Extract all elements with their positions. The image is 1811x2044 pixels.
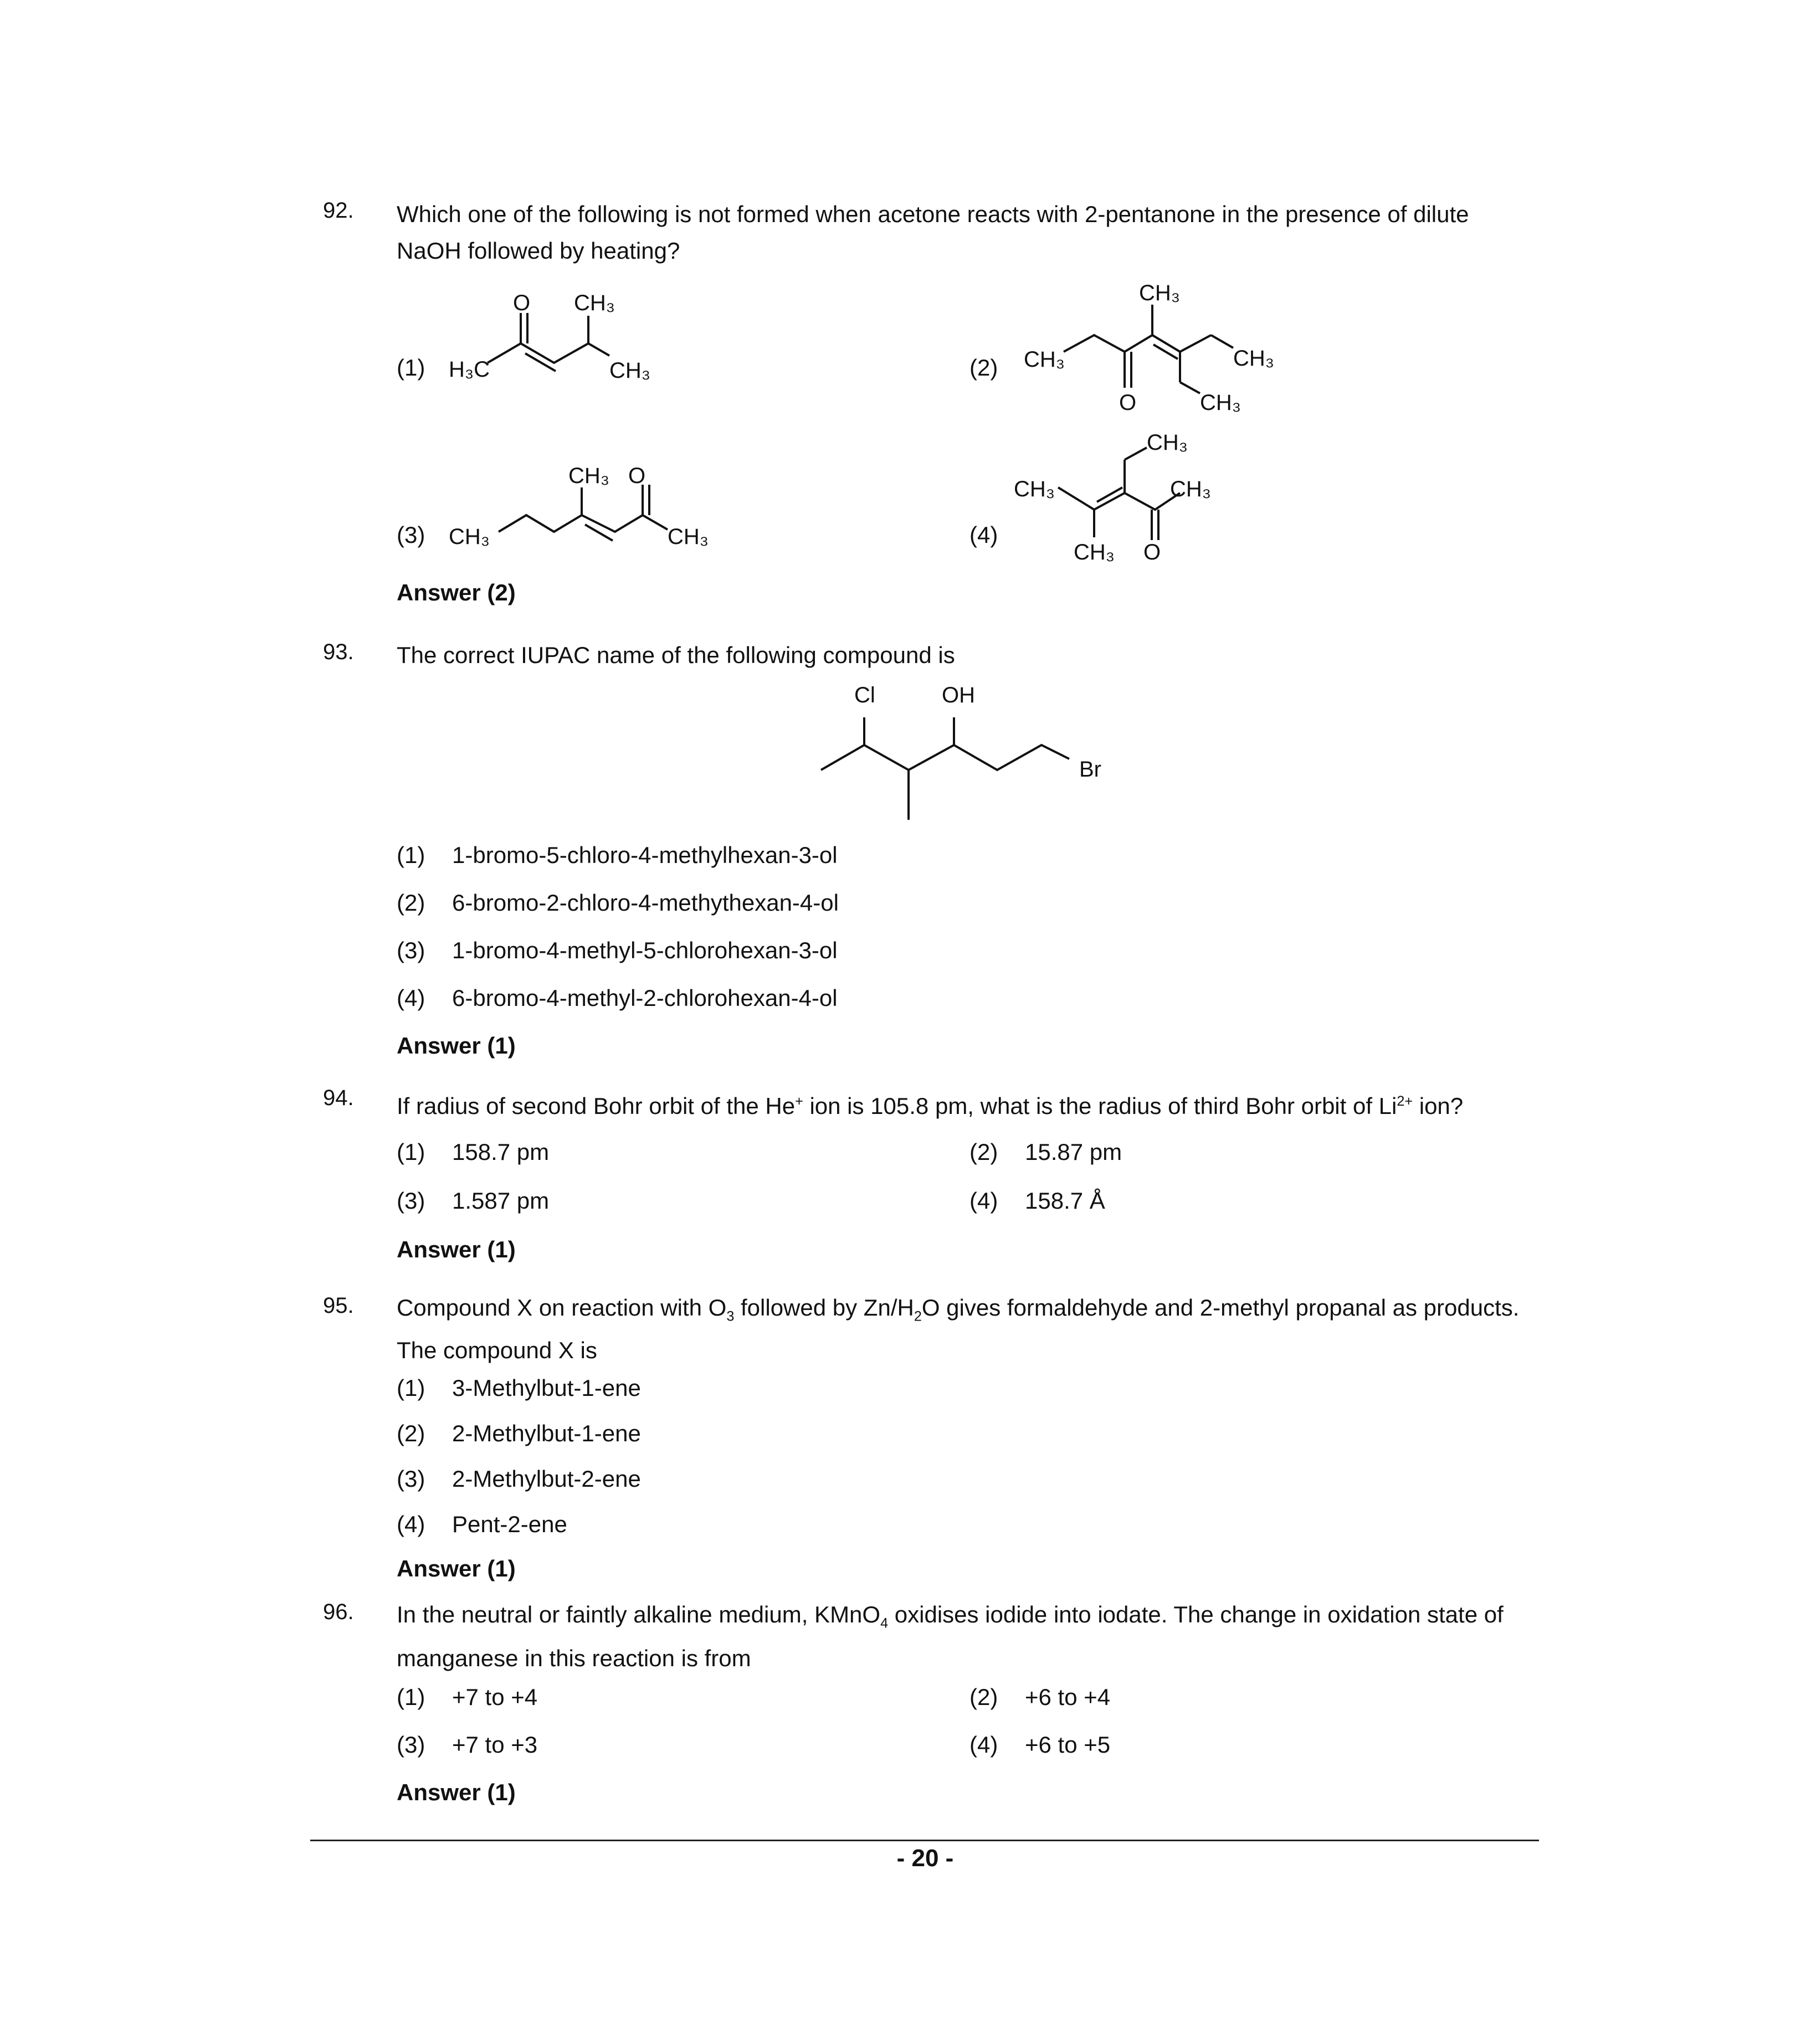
- q94-option-3-text: 1.587 pm: [452, 1188, 550, 1214]
- q93-option-3: [397, 937, 838, 964]
- question-94-answer: Answer (1): [397, 1236, 516, 1262]
- q92-option-4-number: (4): [969, 522, 998, 548]
- q95-option-2-text: 2-Methylbut-1-ene: [452, 1420, 641, 1446]
- question-92-number: 92.: [323, 198, 354, 223]
- q95-option-2-number: (2): [397, 1420, 425, 1446]
- q96-option-3: [397, 1732, 537, 1758]
- q95-option-3-number: (3): [397, 1466, 425, 1492]
- q92-o4-label-ch3-right: CH₃: [1170, 477, 1212, 501]
- q92-o2-label-o: O: [1119, 391, 1137, 415]
- q93-option-4-number: (4): [397, 985, 425, 1011]
- q96-option-3-text: +7 to +3: [452, 1732, 538, 1758]
- q92-o2-label-ch3-bottom: CH₃: [1200, 391, 1241, 415]
- q93-label-cl: Cl: [854, 683, 875, 707]
- q93-option-4: [397, 985, 838, 1011]
- q96-option-2-text: +6 to +4: [1025, 1684, 1111, 1710]
- q95-option-3-text: 2-Methylbut-2-ene: [452, 1466, 641, 1492]
- q96-option-1: [397, 1684, 537, 1711]
- q94-option-2: [969, 1139, 1122, 1165]
- q92-o3-label-ch3-top: CH₃: [568, 464, 610, 488]
- q93-option-2-number: (2): [397, 890, 425, 916]
- q92-o3-label-ch3-left: CH₃: [449, 525, 490, 549]
- question-93-answer: Answer (1): [397, 1033, 516, 1059]
- q93-label-oh: OH: [942, 683, 975, 707]
- q94-option-1-number: (1): [397, 1139, 425, 1165]
- q92-o1-label-h3c: H₃C: [449, 357, 490, 382]
- footer-divider: [310, 1840, 1539, 1841]
- q92-o3-label-ch3-right: CH₃: [668, 525, 709, 549]
- q92-o1-label-ch3-top: CH₃: [574, 291, 615, 315]
- q96-option-2-number: (2): [969, 1684, 998, 1710]
- q93-structure: [809, 670, 1130, 825]
- q92-o1-label-ch3-right: CH₃: [609, 358, 651, 383]
- question-93-text: The correct IUPAC name of the following compound is: [397, 642, 955, 668]
- question-96-text: In the neutral or faintly alkaline medium, KMnO$_4$ oxidises iodide into iodate. The change in oxidation state of manganese in this reaction is from: [397, 1601, 1504, 1672]
- q92-o2-label-ch3-top: CH₃: [1139, 281, 1181, 305]
- q92-option-2-structure: [1014, 277, 1302, 432]
- q93-label-br: Br: [1079, 757, 1101, 782]
- q96-option-3-number: (3): [397, 1732, 425, 1758]
- q92-o4-label-o: O: [1143, 540, 1161, 564]
- q94-option-1-text: 158.7 pm: [452, 1139, 550, 1165]
- q95-option-3: [397, 1466, 641, 1492]
- q94-option-2-text: 15.87 pm: [1025, 1139, 1122, 1165]
- q94-option-4: [969, 1188, 1105, 1214]
- q94-option-4-text: 158.7 Å: [1025, 1188, 1105, 1214]
- q96-option-4-text: +6 to +5: [1025, 1732, 1111, 1758]
- q96-option-4: [969, 1732, 1110, 1758]
- q96-option-2: [969, 1684, 1110, 1711]
- question-95-number: 95.: [323, 1293, 354, 1318]
- q92-option-2-number: (2): [969, 355, 998, 381]
- q93-option-2: [397, 890, 839, 916]
- q95-option-1-number: (1): [397, 1375, 425, 1401]
- q94-option-2-number: (2): [969, 1139, 998, 1165]
- question-95-answer: Answer (1): [397, 1555, 516, 1581]
- q94-option-4-number: (4): [969, 1188, 998, 1214]
- q93-option-2-text: 6-bromo-2-chloro-4-methythexan-4-ol: [452, 890, 839, 916]
- question-94-text: If radius of second Bohr orbit of the He+ ion is 105.8 pm, what is the radius of third Bohr orbit of $Li^{2+}$ ion?: [397, 1093, 1464, 1119]
- q92-o4-label-ch3-bottom: CH₃: [1074, 540, 1115, 564]
- q95-option-4-text: Pent-2-ene: [452, 1511, 567, 1537]
- q92-option-1-number: (1): [397, 355, 425, 381]
- q96-option-1-text: +7 to +4: [452, 1684, 538, 1710]
- q93-option-3-number: (3): [397, 937, 425, 963]
- q92-o1-label-o: O: [513, 291, 531, 315]
- q95-option-1: [397, 1375, 641, 1401]
- question-92-text: Which one of the following is not formed when acetone reacts with 2-pentanone in the presence of dilute NaOH followed by heating?: [397, 201, 1469, 264]
- q92-o2-label-ch3-left: CH₃: [1024, 347, 1065, 372]
- q92-o3-label-o: O: [628, 464, 646, 488]
- q92-option-4-structure: [1014, 427, 1280, 571]
- q92-o4-label-ch3-left: CH₃: [1014, 477, 1055, 501]
- q93-option-3-text: 1-bromo-4-methyl-5-chlorohexan-3-ol: [452, 937, 838, 963]
- page-number: - 20 -: [896, 1845, 954, 1872]
- q95-option-1-text: 3-Methylbut-1-ene: [452, 1375, 641, 1401]
- question-95-text: Compound X on reaction with $O_3$ followed by $Zn/H_2O$ gives formaldehyde and 2-methyl propanal as products. The compound X is: [397, 1295, 1520, 1364]
- question-96-answer: Answer (1): [397, 1779, 516, 1805]
- question-94-number: 94.: [323, 1086, 354, 1110]
- q96-option-4-number: (4): [969, 1732, 998, 1758]
- q94-option-3-number: (3): [397, 1188, 425, 1214]
- q93-option-1: [397, 842, 838, 869]
- q94-option-3: [397, 1188, 549, 1214]
- q93-option-1-text: 1-bromo-5-chloro-4-methylhexan-3-ol: [452, 842, 838, 868]
- question-93-number: 93.: [323, 640, 354, 664]
- question-92-answer: Answer (2): [397, 579, 516, 605]
- q95-option-4-number: (4): [397, 1511, 425, 1537]
- q92-option-3-structure: [443, 460, 731, 571]
- q92-option-1-structure: [443, 288, 676, 399]
- q93-option-1-number: (1): [397, 842, 425, 868]
- q93-option-4-text: 6-bromo-4-methyl-2-chlorohexan-4-ol: [452, 985, 838, 1011]
- q94-option-1: [397, 1139, 549, 1165]
- q92-option-3-number: (3): [397, 522, 425, 548]
- q92-o2-label-ch3-right: CH₃: [1233, 346, 1275, 371]
- q92-o4-label-ch3-top: CH₃: [1147, 430, 1188, 455]
- question-96-number: 96.: [323, 1600, 354, 1624]
- q96-option-1-number: (1): [397, 1684, 425, 1710]
- q95-option-2: [397, 1420, 641, 1447]
- q95-option-4: [397, 1511, 567, 1538]
